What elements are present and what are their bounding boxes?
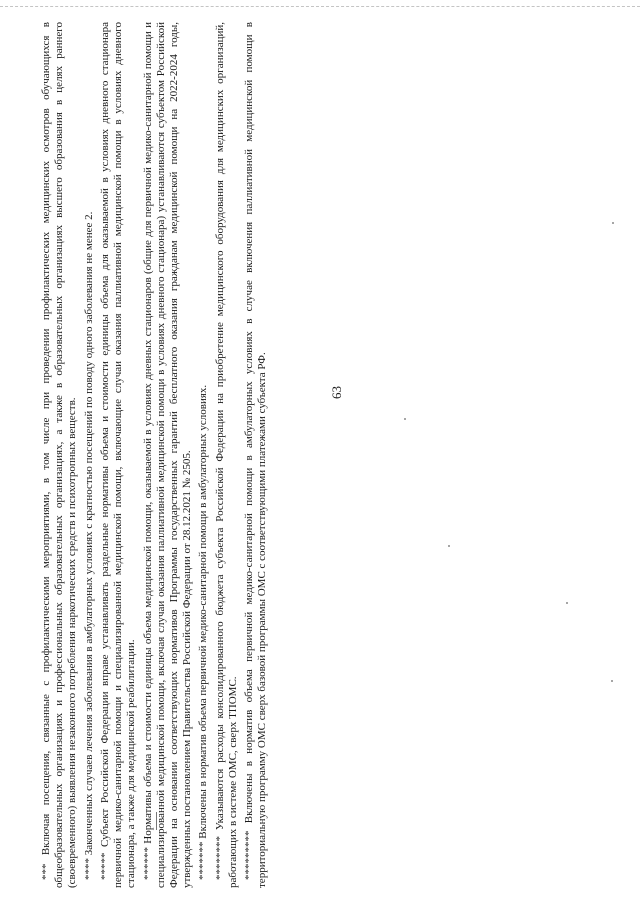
footnote-8-star: ******** Указываются расходы консолидированного бюджета субъекта Российской Федерации на приобретение медицинского оборудования для медицинских организаций, работающих в системе ОМС, сверх ТПОМС.	[213, 22, 239, 888]
scan-edge	[0, 6, 640, 7]
footnote-7-star: ******* Включены в норматив объема первичной медико-санитарной помощи в амбулаторных условиях.	[197, 384, 210, 880]
footnotes-block	[40, 22, 273, 888]
scan-speck	[404, 418, 406, 420]
scan-speck	[566, 602, 568, 604]
margin-mark	[156, 812, 160, 830]
footnote-5-star: ***** Субъект Российской Федерации вправе устанавливать раздельные нормативы объема и стоимости единицы объема для оказываемой в условиях дневного стационара первичной медико-санитарной помощи и специализированной медицинской помощи, включающие случаи оказания паллиативной медицинской помощи в условиях дневного стационара, а также для медицинской реабилитации.	[98, 22, 138, 888]
footnote-4-star: **** Законченных случаев лечения заболевания в амбулаторных условиях с кратностью посещений по поводу одного заболевания не менее 2.	[82, 211, 95, 880]
scan-speck	[612, 222, 614, 224]
scan-speck	[611, 680, 613, 682]
footnote-3-star: *** Включая посещения, связанные с профилактическими мероприятиями, в том числе при проведении профилактических медицинских осмотров обучающихся в общеобразовательных организациях и профессиональных образовательных организациях, а также в образовательных организациях высшего образования в целях раннего (своевременного) выявления незаконного потребления наркотических средств и психотропных веществ.	[40, 22, 79, 888]
footnote-6-star: ****** Нормативы объема и стоимости единицы объема медицинской помощи, оказываемой в условиях дневных стационаров (общие для первичной медико-санитарной помощи и специализированной медицинской помощи, включая случаи оказания паллиативной медицинской помощи в условиях дневного стационара) устанавливаются субъектом Российской Федерации на основании соответствующих нормативов Программы государственных гарантий бесплатного оказания гражданам медицинской помощи на 2022-2024 годы, утвержденных постановлением Правительства Российской Федерации от 28.12.2021 № 2505.	[141, 22, 193, 888]
scan-speck	[448, 545, 450, 547]
footnote-9-star: ********* Включены в норматив объема первичной медико-санитарной помощи в амбулаторных условиях в случае включения паллиативной медицинской помощи в территориальную программу ОМС сверх базовой программы ОМС с соответствующими платежами субъекта РФ.	[243, 22, 269, 888]
page-number: 63	[329, 386, 344, 399]
